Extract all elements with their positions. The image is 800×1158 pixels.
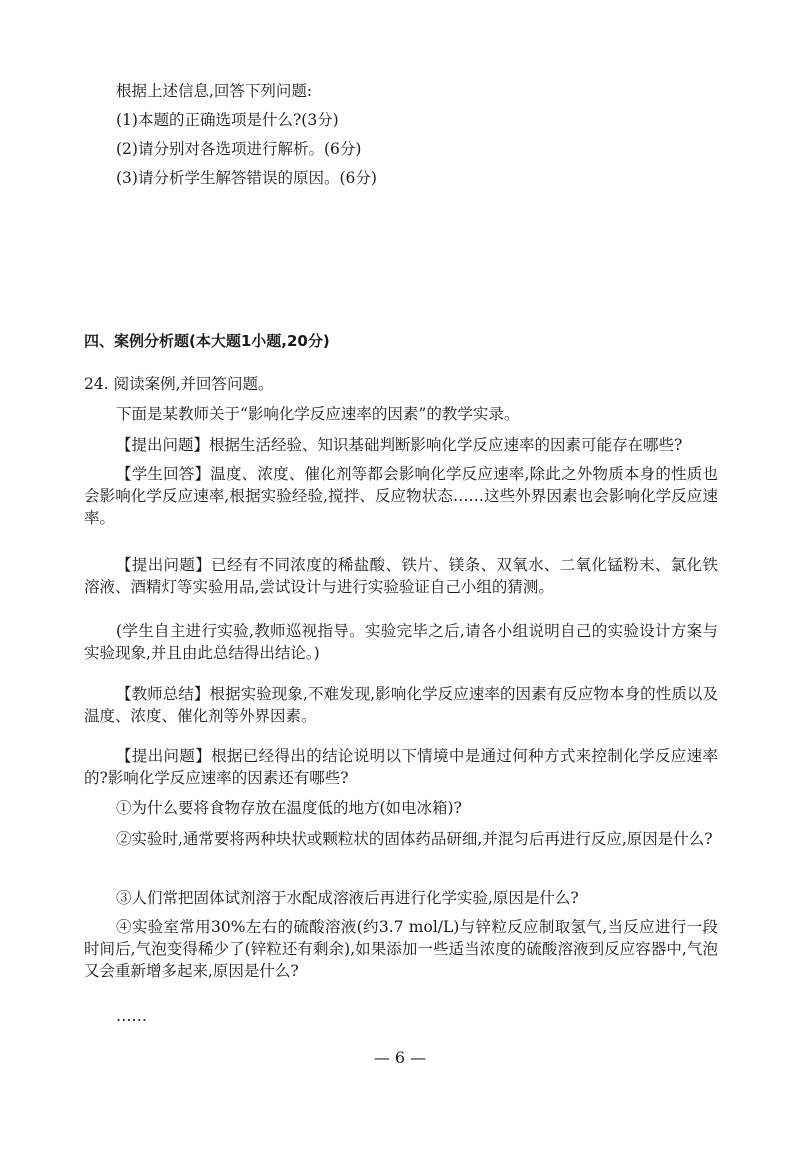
scenario-4: ④实验室常用30%左右的硫酸溶液(约3.7 mol/L)与锌粒反应制取氢气,当反应进行一段时间后,气泡变得稀少了(锌粒还有剩余),如果添加一些适当浓度的硫酸溶液到反应容器中,气泡又会重新增多起来,原因是什么? xyxy=(84,918,718,980)
prelude-question-2: (2)请分别对各选项进行解析。(6分) xyxy=(116,140,362,158)
scenario-1: ①为什么要将食物存放在温度低的地方(如电冰箱)? xyxy=(116,799,462,817)
teacher-question-1: 【提出问题】根据生活经验、知识基础判断影响化学反应速率的因素可能存在哪些? xyxy=(116,436,683,454)
teacher-question-2: 【提出问题】已经有不同浓度的稀盐酸、铁片、镁条、双氧水、二氧化锰粉末、氯化铁溶液、酒精灯等实验用品,尝试设计与进行实验验证自己小组的猜测。 xyxy=(84,556,718,596)
scenario-3: ③人们常把固体试剂溶于水配成溶液后再进行化学实验,原因是什么? xyxy=(116,889,579,907)
section-heading: 四、案例分析题(本大题1小题,20分) xyxy=(84,332,330,350)
prelude-intro: 根据上述信息,回答下列问题: xyxy=(116,82,313,100)
case-intro: 下面是某教师关于“影响化学反应速率的因素”的教学实录。 xyxy=(116,405,520,423)
teacher-summary: 【教师总结】根据实验现象,不难发现,影响化学反应速率的因素有反应物本身的性质以及温度、浓度、催化剂等外界因素。 xyxy=(84,685,718,725)
page-number: — 6 — xyxy=(373,1048,427,1067)
prelude-question-3: (3)请分析学生解答错误的原因。(6分) xyxy=(116,169,377,187)
experiment-note: (学生自主进行实验,教师巡视指导。实验完毕之后,请各小组说明自己的实验设计方案与实验现象,并且由此总结得出结论。) xyxy=(84,622,718,662)
student-answer: 【学生回答】温度、浓度、催化剂等都会影响化学反应速率,除此之外物质本身的性质也会影响化学反应速率,根据实验经验,搅拌、反应物状态……这些外界因素也会影响化学反应速率。 xyxy=(84,465,718,527)
ellipsis: …… xyxy=(116,1007,147,1025)
question-title: 24. 阅读案例,并回答问题。 xyxy=(84,375,274,393)
teacher-question-3: 【提出问题】根据已经得出的结论说明以下情境中是通过何种方式来控制化学反应速率的?影响化学反应速率的因素还有哪些? xyxy=(84,747,718,787)
scenario-2: ②实验时,通常要将两种块状或颗粒状的固体药品研细,并混匀后再进行反应,原因是什么? xyxy=(116,830,713,848)
prelude-question-1: (1)本题的正确选项是什么?(3分) xyxy=(116,111,339,129)
